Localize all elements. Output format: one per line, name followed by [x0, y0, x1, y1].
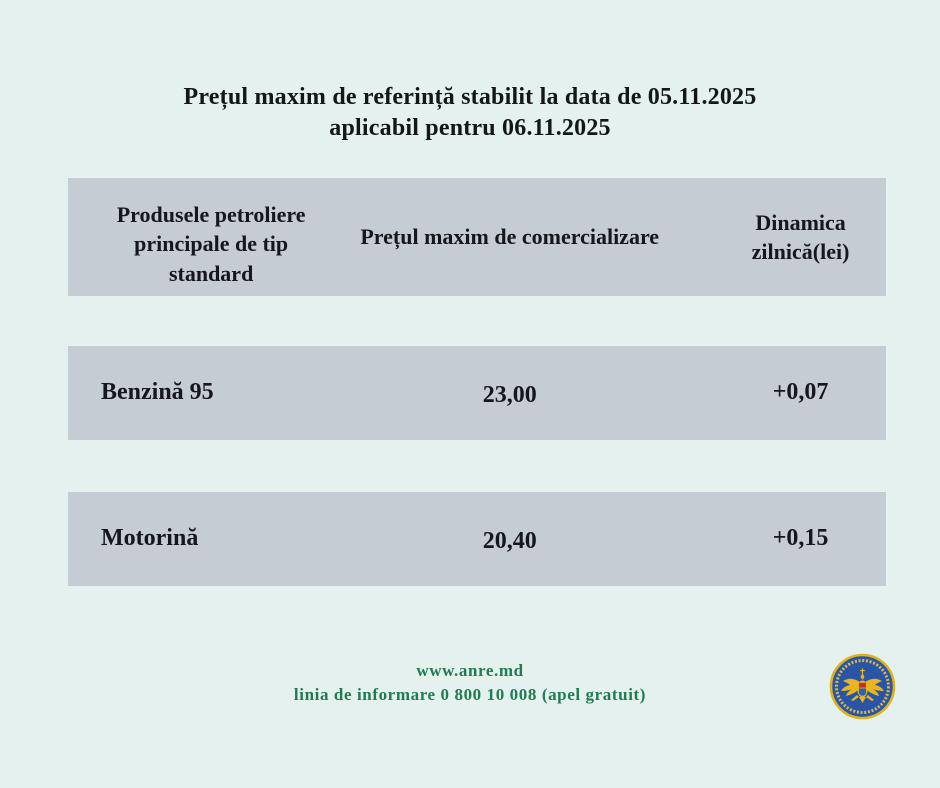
column-header-max-price: Prețul maxim de comercializare [360, 224, 660, 250]
product-daily-dynamic: +0,07 [772, 379, 829, 406]
page-title [0, 82, 940, 144]
product-daily-dynamic: +0,15 [772, 525, 829, 552]
column-header-daily-dynamic: Dinamica zilnică(lei) [751, 209, 850, 264]
product-price: 23,00 [482, 382, 537, 409]
page-title-line2: aplicabil pentru 06.11.2025 [329, 115, 611, 141]
moldova-coat-of-arms-seal-icon [829, 653, 896, 720]
footer [0, 659, 940, 707]
website-text: www.anre.md [416, 661, 524, 680]
table-row [68, 492, 886, 586]
table-row [68, 346, 886, 440]
info-line-text: linia de informare 0 800 10 008 (apel gratuit) [293, 685, 647, 704]
table-header-row [68, 178, 886, 296]
column-header-products: Produsele petroliere principale de tip standard [116, 202, 306, 286]
anre-seal-logo [829, 653, 896, 720]
page-title-line1: Prețul maxim de referință stabilit la data de 05.11.2025 [183, 84, 757, 110]
product-name: Benzină 95 [101, 379, 214, 406]
product-price: 20,40 [482, 528, 537, 555]
product-name: Motorină [101, 525, 199, 552]
